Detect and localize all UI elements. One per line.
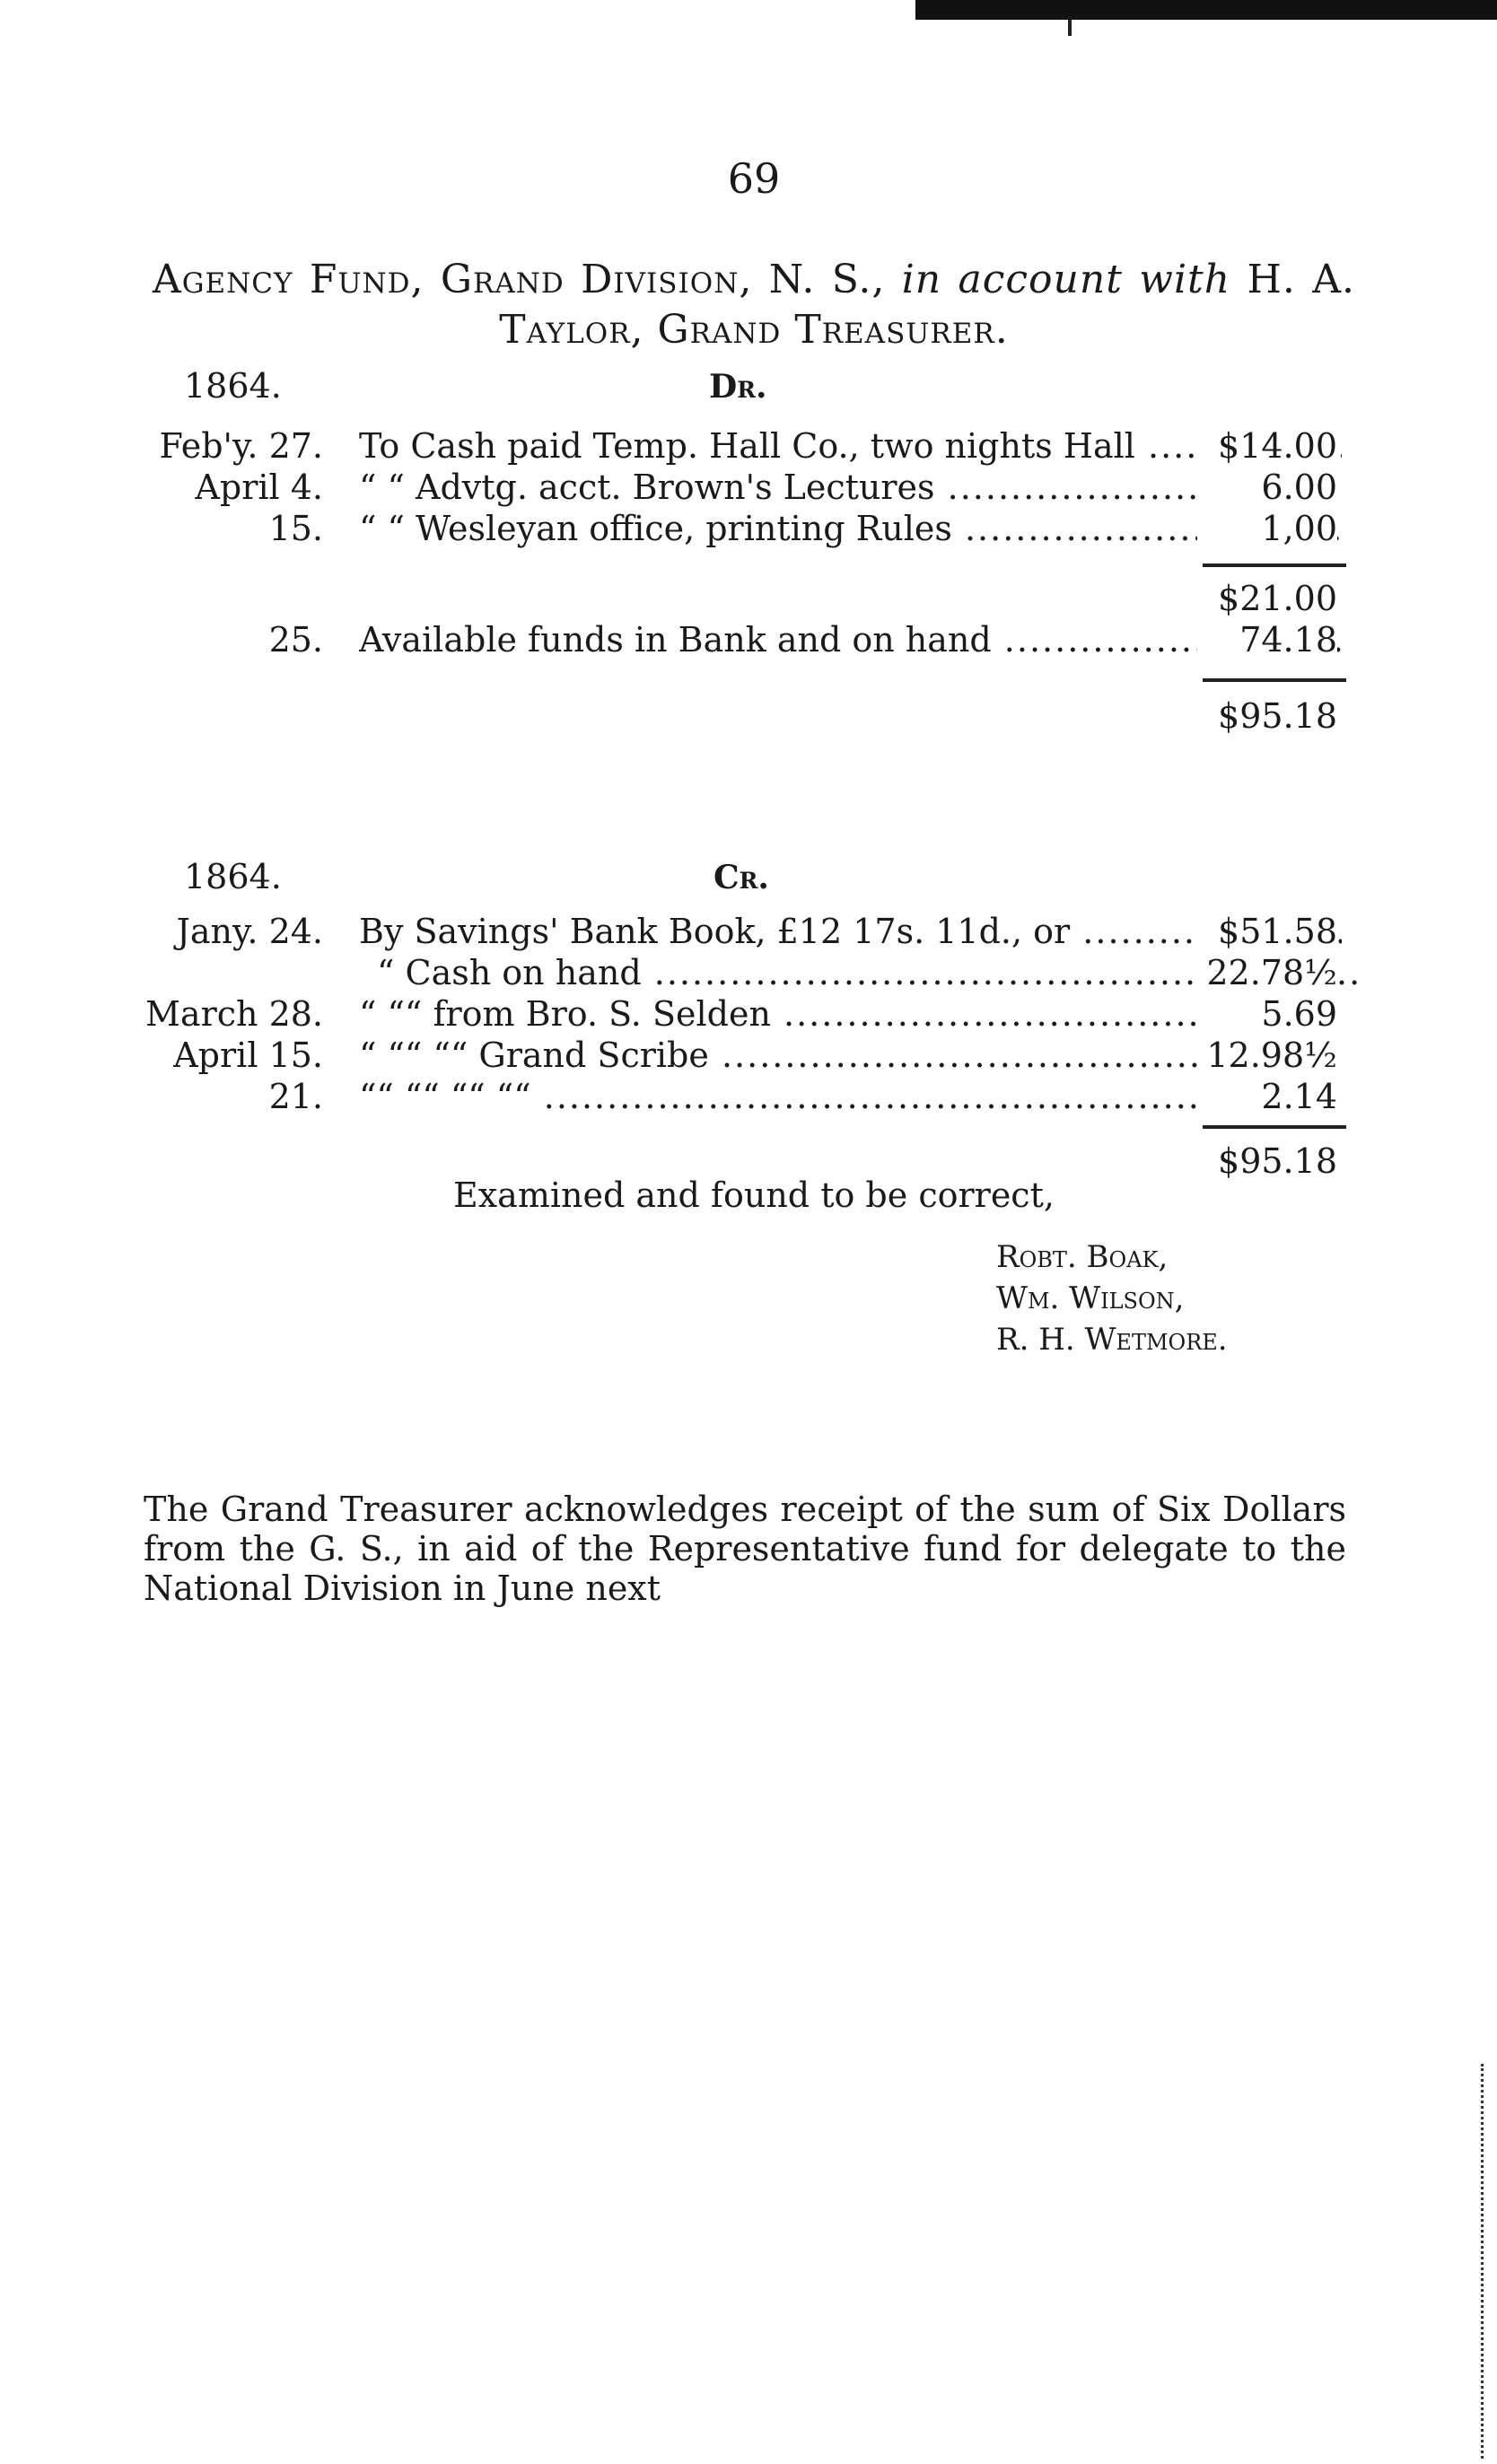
entry-date: March 28. xyxy=(145,994,323,1034)
entry-date: 25. xyxy=(268,620,323,660)
examined-statement: Examined and found to be correct, xyxy=(453,1175,1055,1215)
entry-description: Available funds in Bank and on hand ..... xyxy=(359,619,1342,660)
credit-title: Cr. xyxy=(713,859,769,896)
ledger-row xyxy=(144,1035,1337,1076)
entry-amount: 22.78½ xyxy=(1197,952,1337,993)
entry-description: ““ ““ ““ ““ ..... xyxy=(359,1076,1342,1117)
entry-description: To Cash paid Temp. Hall Co., two nights Hall ..... xyxy=(359,425,1342,467)
entry-amount: 5.69 xyxy=(1197,993,1337,1035)
heading-prefix: Agency Fund, Grand Division, N. S., xyxy=(153,257,886,302)
signers-block xyxy=(996,1236,1228,1360)
entry-description: “ ““ from Bro. S. Selden ..... xyxy=(359,993,1342,1035)
scan-top-edge xyxy=(915,0,1497,20)
ledger-row xyxy=(144,993,1337,1035)
ledger-row xyxy=(144,508,1337,549)
page-number: 69 xyxy=(727,154,781,203)
ledger-row xyxy=(144,911,1337,952)
entry-date: 15. xyxy=(268,509,323,548)
entry-amount: 6.00 xyxy=(1197,467,1337,508)
entry-description: By Savings' Bank Book, £12 17s. 11d., or ..... xyxy=(359,911,1342,952)
entry-description: “ “ Advtg. acct. Brown's Lectures ..... xyxy=(359,467,1342,508)
debit-total: $95.18 xyxy=(1218,696,1337,736)
scan-right-edge xyxy=(1481,2064,1486,2459)
heading-suffix: H. A. xyxy=(1247,257,1355,302)
scan-mark xyxy=(1068,20,1072,36)
credit-total: $95.18 xyxy=(1218,1141,1337,1181)
entry-amount: $14.00 xyxy=(1197,425,1337,467)
entry-description: “ Cash on hand ..... xyxy=(377,952,1360,993)
ledger-row xyxy=(144,619,1337,660)
ledger-row xyxy=(144,1076,1337,1117)
entry-description: “ ““ ““ Grand Scribe ..... xyxy=(359,1035,1342,1076)
heading-italic: in account with xyxy=(901,257,1231,302)
entry-date: Feb'y. 27. xyxy=(159,426,323,466)
ledger-row xyxy=(144,467,1337,508)
entry-date: 21. xyxy=(268,1077,323,1116)
entry-amount: 74.18 xyxy=(1197,619,1337,660)
debit-title: Dr. xyxy=(709,368,767,406)
entry-amount: 12.98½ xyxy=(1197,1035,1337,1076)
credit-year: 1864. xyxy=(184,857,282,896)
entry-date: Jany. 24. xyxy=(176,912,323,951)
signer-name: R. H. Wetmore. xyxy=(996,1322,1228,1358)
signer-name: Wm. Wilson, xyxy=(996,1280,1185,1316)
total-rule xyxy=(1203,1125,1346,1129)
signer-name: Robt. Boak, xyxy=(996,1239,1169,1275)
account-heading-line1 xyxy=(153,253,1355,307)
entry-description: “ “ Wesleyan office, printing Rules ..... xyxy=(359,508,1342,549)
entry-amount: 1,00 xyxy=(1197,508,1337,549)
debit-year: 1864. xyxy=(184,366,282,406)
subtotal-rule xyxy=(1203,564,1346,567)
entry-date: April 4. xyxy=(195,467,323,507)
entry-date: April 15. xyxy=(173,1035,323,1075)
ledger-row xyxy=(144,952,1337,993)
debit-subtotal: $21.00 xyxy=(1218,579,1337,618)
account-heading-line2: Taylor, Grand Treasurer. xyxy=(499,307,1009,353)
entry-amount: $51.58 xyxy=(1197,911,1337,952)
entry-amount: 2.14 xyxy=(1197,1076,1337,1117)
treasurer-notice: The Grand Treasurer acknowledges receipt of the sum of Six Dollars from the G. S., in aid of the Representative fund for delegate to the National Division in June next xyxy=(144,1490,1346,1608)
total-rule xyxy=(1203,678,1346,682)
ledger-row xyxy=(144,425,1337,467)
